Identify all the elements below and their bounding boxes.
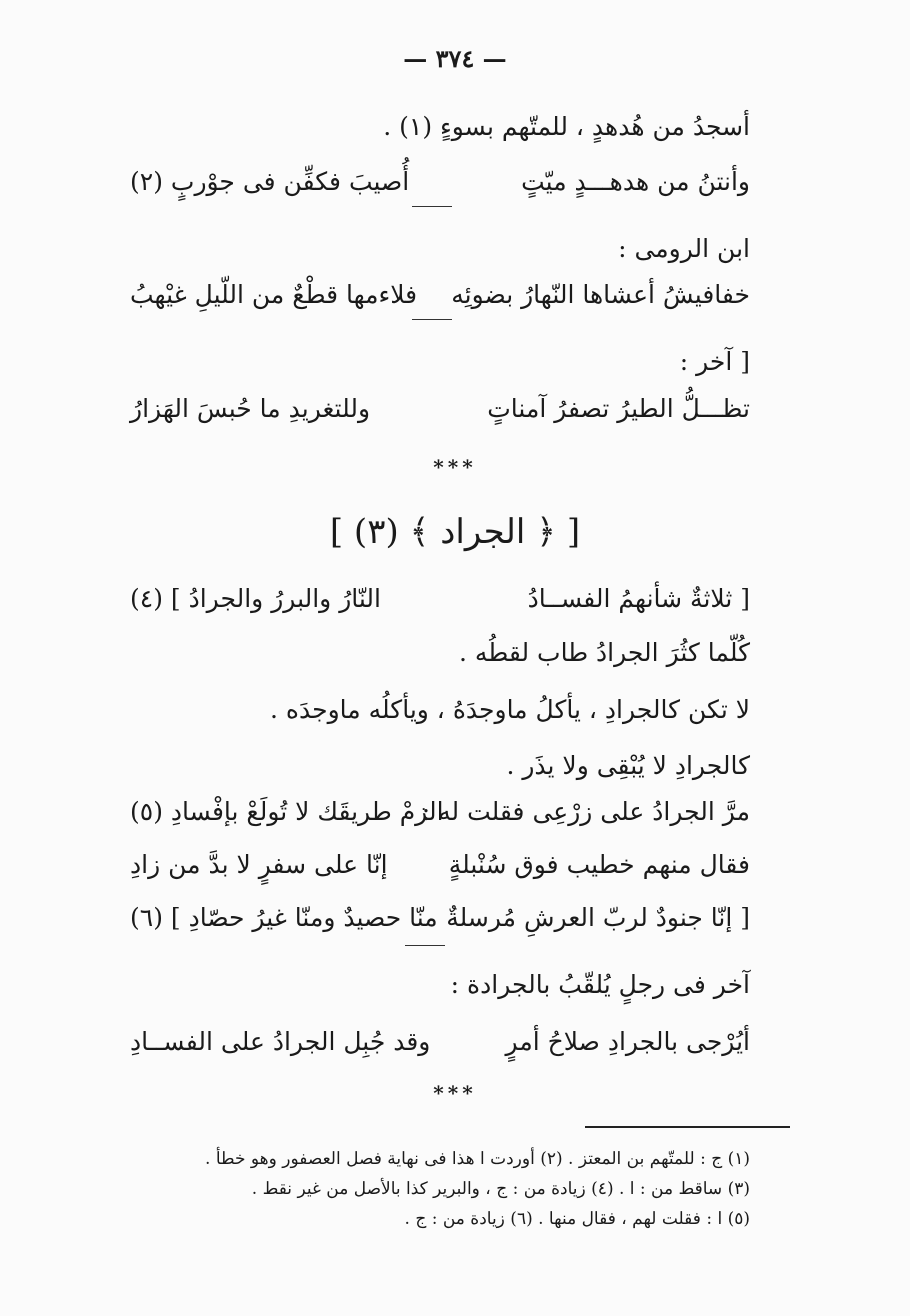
verse-hemistich-second: وقد جُبِل الجرادُ على الفســادِ xyxy=(130,1027,431,1056)
verse-separator xyxy=(405,945,445,946)
verse-line xyxy=(130,795,750,829)
proverb-line: أسجدُ من هُدهدٍ ، للمتّهم بسوءٍ (١) . xyxy=(383,112,750,141)
verse-hemistich-first: مرَّ الجرادُ على زرْعِى فقلت له : xyxy=(421,797,750,826)
section-heading: [ آخر : xyxy=(679,347,750,376)
footnote: (٣) ساقط من : ا . (٤) زيادة من : ج ، والبرير كذا بالأصل من غير نقط . xyxy=(251,1179,750,1199)
section-heading: آخر فى رجلٍ يُلقّبُ بالجرادة : xyxy=(450,970,750,999)
section-divider-stars: *** xyxy=(433,1081,477,1105)
verse-hemistich-first: وأنتنُ من هدهـــدٍ ميّتٍ xyxy=(521,167,750,196)
footnote: (٥) ا : فقلت لهم ، فقال منها . (٦) زيادة من : ج . xyxy=(404,1209,750,1229)
verse-hemistich-first: تظـــلُّ الطيرُ تصفرُ آمناتٍ xyxy=(487,394,750,423)
verse-line xyxy=(130,278,750,312)
proverb-line: كُلّما كثُرَ الجرادُ طاب لقطُه . xyxy=(459,638,750,667)
verse-hemistich-second: إنّا على سفرٍ لا بدَّ من زادِ xyxy=(130,850,388,879)
verse-line xyxy=(130,848,750,882)
proverb-line: كالجرادِ لا يُبْقِى ولا يذَر . xyxy=(506,751,750,780)
verse-line xyxy=(130,165,750,199)
verse-hemistich-first: [ إنّا جنودٌ لربّ العرشِ مُرسلةٌ xyxy=(446,903,750,932)
verse-hemistich-second: النّارُ والبررُ والجرادُ ] (٤) xyxy=(130,584,381,613)
verse-hemistich-first: [ ثلاثةٌ شأنهمُ الفســادُ xyxy=(527,584,750,613)
verse-hemistich-second: منّا حصيدٌ ومنّا غيرُ حصّادِ ] (٦) xyxy=(130,903,438,932)
verse-hemistich-first: فقال منهم خطيب فوق سُنْبلةٍ xyxy=(448,850,750,879)
footnote-rule xyxy=(585,1126,790,1128)
page-number: — ٣٧٤ — xyxy=(403,44,507,73)
verse-hemistich-second: وللتغريدِ ما حُبسَ الهَزارُ xyxy=(130,394,371,423)
verse-line xyxy=(130,901,750,935)
section-heading: ابن الرومى : xyxy=(618,234,750,263)
verse-hemistich-second: فلاءمها قطْعٌ من اللّيلِ غيْهبُ xyxy=(130,280,418,309)
proverb-line: لا تكن كالجرادِ ، يأكلُ ماوجدَهُ ، ويأكلُه ماوجدَه . xyxy=(270,695,750,724)
section-divider-stars: *** xyxy=(433,455,477,479)
verse-hemistich-first: أيُرْجى بالجرادِ صلاحُ أمرٍ xyxy=(505,1027,750,1056)
verse-hemistich-second: أُصيبَ فكفِّن فى جوْربٍ (٢) xyxy=(130,167,410,196)
verse-hemistich-second: الزمْ طريقَك لا تُولَعْ بإفْسادِ (٥) xyxy=(130,797,444,826)
verse-line xyxy=(130,1025,750,1059)
footnote: (١) ج : للمتّهم بن المعتز . (٢) أوردت ا هذا فى نهاية فصل العصفور وهو خطأ . xyxy=(205,1149,750,1169)
verse-separator xyxy=(412,319,452,320)
verse-line xyxy=(130,582,750,616)
verse-line xyxy=(130,392,750,426)
verse-separator xyxy=(412,206,452,207)
verse-hemistich-first: خفافيشُ أعشاها النّهارُ بضوئِه xyxy=(451,280,750,309)
chapter-title: [ ﴿ الجراد ﴾ (٣) ] xyxy=(329,512,581,552)
